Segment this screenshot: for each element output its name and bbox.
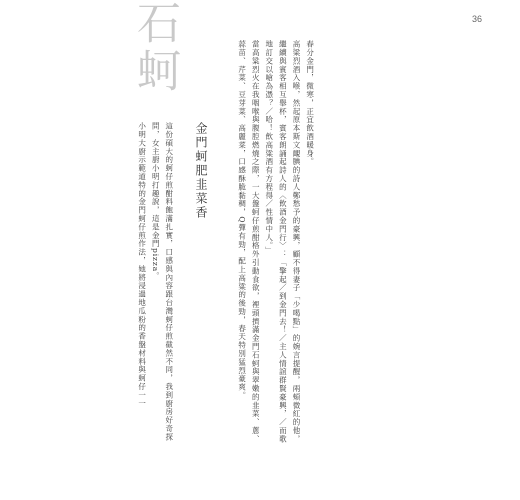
paragraph: 當高粱烈火在我咽喉與腹腔燃燒之際，一大盤蚵仔煎酣格外引動食欲，裡頭擠滿金門石蚵與翠嫩的韭菜、蔥、蒜苗、芹菜、豆芽菜、高麗菜，口感酥脆黏稠，Q彈有勁，配上高粱的後勁，春天特別猛烈豪爽。 [237,40,261,444]
paragraph: 小明大廚示範道特的金門蚵仔煎作法，她將浸過地瓜粉的香盤材料與蚵仔一一 [137,122,147,408]
article-body-main [235,40,317,450]
paragraph: 春分金門，微寒，正宜飲酒暖身。 [305,40,315,166]
paragraph: 這份碩大的蚵仔煎酣料飽滿扎實，口感與內容跟台灣蚵仔煎截然不同，我到廚房好奇探問，女主廚小明打趣說，這是金門pizza。 [151,122,174,442]
article-body-section [135,122,176,452]
chapter-title: 石蚵 [129,0,180,96]
section-title: 金門蚵肥韭菜香 [194,122,208,220]
paragraph: 高粱烈酒入喉，然起原本斯文靦腆的詩人鄭愁予的豪興，顧不得妻子「少喝點」的婉言提醒，兩頰微紅的他，繼續與賓客相互舉杯，賓客朗誦起詩人的〈飲酒金門行〉：「擎起／到金門去！／主人情誼群賢豪興，／而歌地訂交以嗆為憑？／哈！飲高粱酒有方程得／性情中人。」 [264,40,301,444]
page-number: 36 [472,14,483,24]
